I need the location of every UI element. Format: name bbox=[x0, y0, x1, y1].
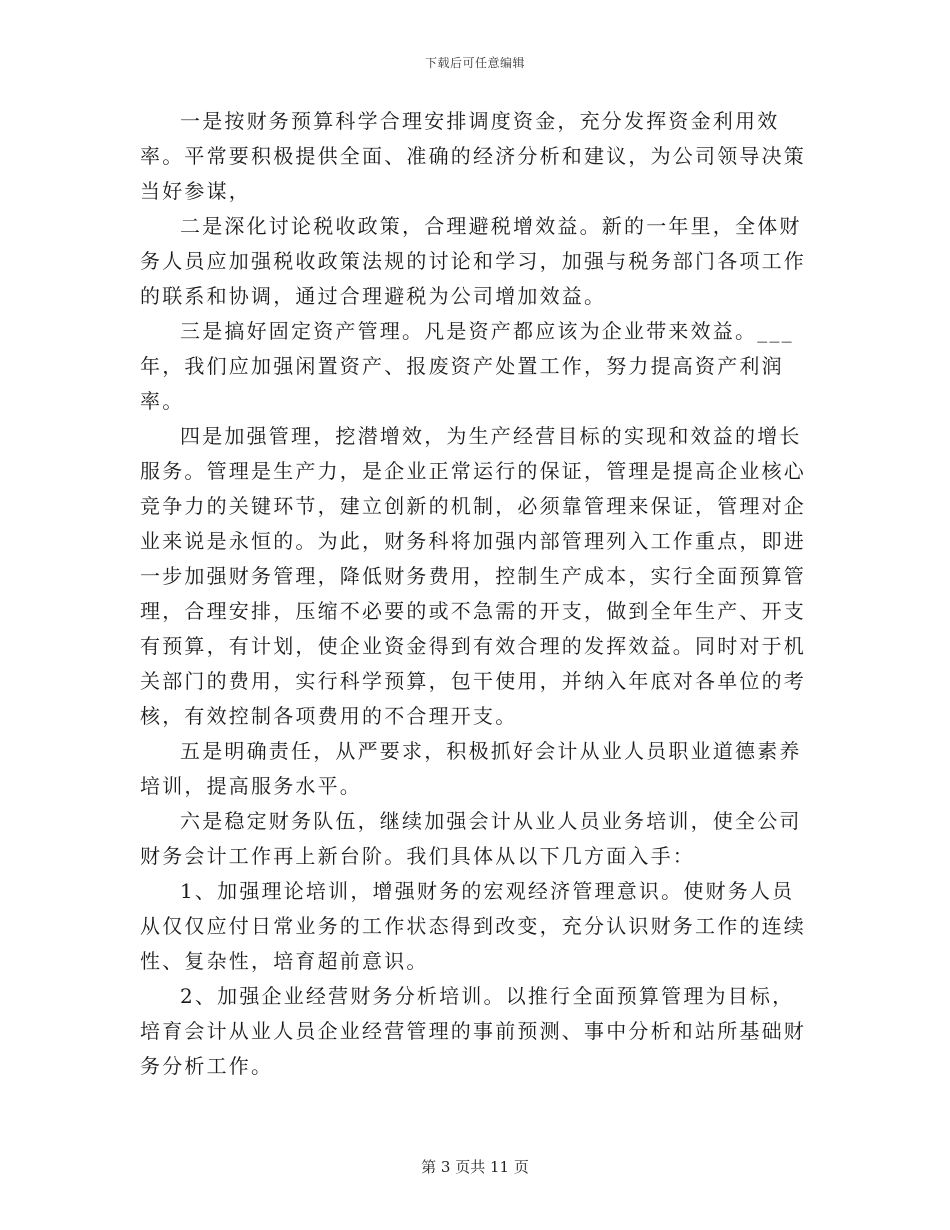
paragraph-5: 五是明确责任，从严要求，积极抓好会计从业人员职业道德素养培训，提高服务水平。 bbox=[140, 739, 802, 798]
page-header: 下载后可任意编辑 bbox=[424, 56, 525, 70]
paragraph-8: 2、加强企业经营财务分析培训。以推行全面预算管理为目标，培育会计从业人员企业经营管理的事前预测、事中分析和站所基础财务分析工作。 bbox=[140, 984, 806, 1078]
paragraph-2: 二是深化讨论税收政策，合理避税增效益。新的一年里，全体财务人员应加强税收政策法规的讨论和学习，加强与税务部门各项工作的联系和协调，通过合理避税为公司增加效益。 bbox=[140, 214, 806, 308]
paragraph-3: 三是搞好固定资产管理。凡是资产都应该为企业带来效益。___年，我们应加强闲置资产、报废资产处置工作，努力提高资产利润率。 bbox=[140, 319, 794, 413]
paragraph-7: 1、加强理论培训，增强财务的宏观经济管理意识。使财务人员从仅仅应付日常业务的工作状态得到改变，充分认识财务工作的连续性、复杂性，培育超前意识。 bbox=[140, 879, 806, 973]
document-body bbox=[140, 104, 810, 1084]
page-number: 第 3 页共 11 页 bbox=[421, 1158, 529, 1176]
paragraph-4: 四是加强管理，挖潜增效，为生产经营目标的实现和效益的增长服务。管理是生产力，是企业正常运行的保证，管理是提高企业核心竞争力的关键环节，建立创新的机制，必须靠管理来保证，管理对企业来说是永恒的。为此，财务科将加强内部管理列入工作重点，即进一步加强财务管理，降低财务费用，控制生产成本，实行全面预算管理，合理安排，压缩不必要的或不急需的开支，做到全年生产、开支有预算，有计划，使企业资金得到有效合理的发挥效益。同时对于机关部门的费用，实行科学预算，包干使用，并纳入年底对各单位的考核，有效控制各项费用的不合理开支。 bbox=[140, 424, 806, 728]
paragraph-1: 一是按财务预算科学合理安排调度资金，充分发挥资金利用效率。平常要积极提供全面、准确的经济分析和建议，为公司领导决策当好参谋， bbox=[140, 109, 806, 203]
paragraph-6: 六是稳定财务队伍，继续加强会计从业人员业务培训，使全公司财务会计工作再上新台阶。我们具体从以下几方面入手： bbox=[140, 809, 802, 868]
